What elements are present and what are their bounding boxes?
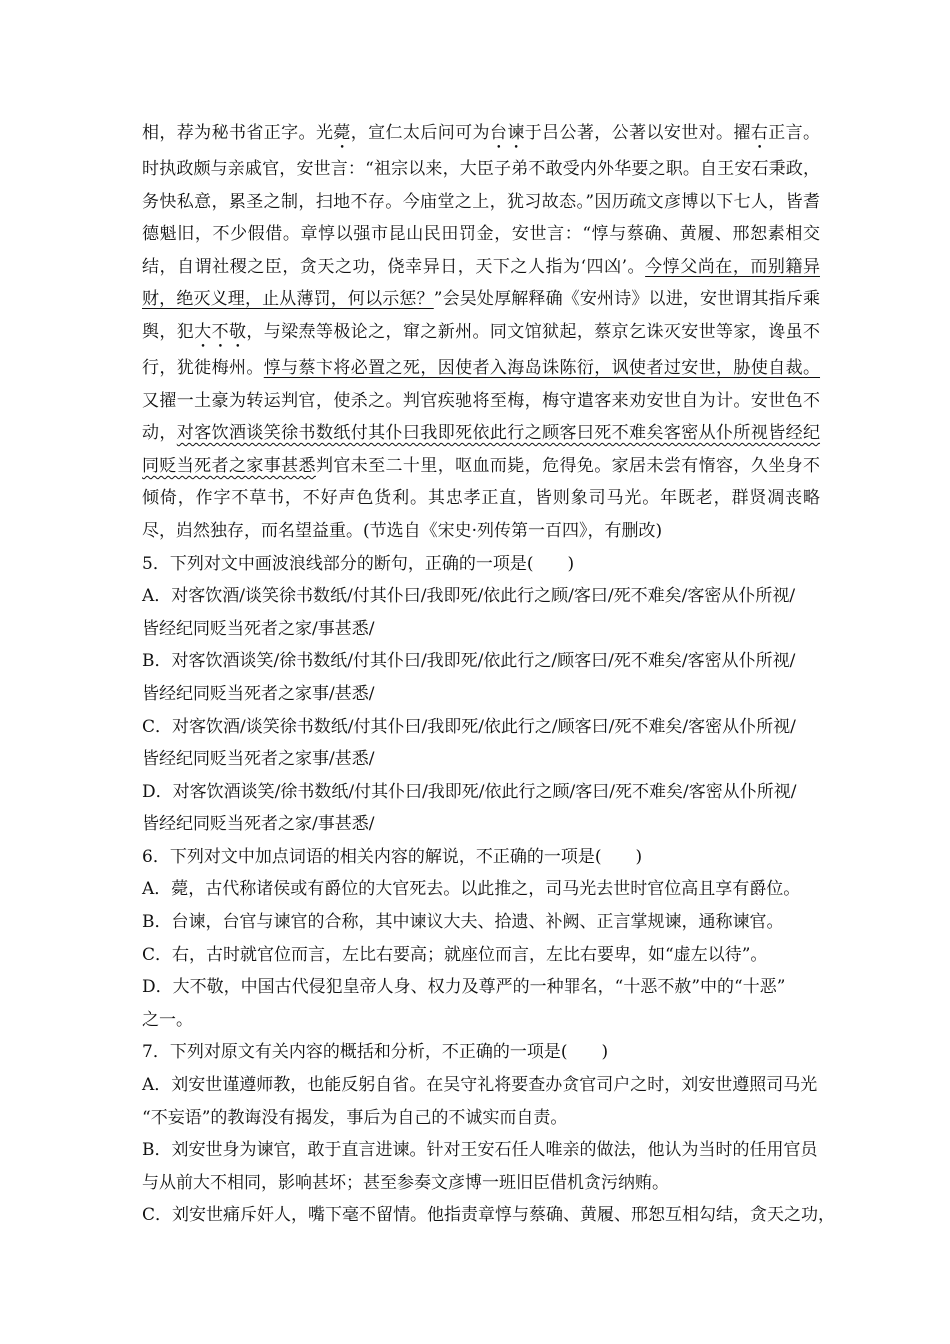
option-c: C．右，古时就官位而言，左比右要高；就座位而言，左比右要卑，如“虚左以待”。 xyxy=(142,944,768,965)
option-c-continued: 皆经纪同贬当死者之家事/甚悉/ xyxy=(142,749,375,770)
option-b: B．台谏，台官与谏官的合称，其中谏议大夫、拾遗、补阙、正言掌规谏，通称谏官。 xyxy=(142,912,784,933)
option-d: D．对客饮酒谈笑/徐书数纸/付其仆曰/我即死/依此行之顾/客曰/死不难矣/客密从仆所视/ xyxy=(142,781,797,802)
passage-segment: ，与梁焘等极论之，窜之新州。同文馆狱起，蔡京乞诛灭安世等家，谗虽不行，犹徙梅州。 xyxy=(142,321,821,378)
option-a-continued: “不妄语”的教诲没有揭发，事后为自己的不诚实而自责。 xyxy=(142,1107,568,1128)
question-6 xyxy=(142,841,820,1037)
option-d-continued: 之一。 xyxy=(142,1009,193,1030)
option-c: C．刘安世痛斥奸人，嘴下毫不留情。他指责章惇与蔡确、黄履、邢恕互相勾结，贪天之功， xyxy=(142,1205,836,1226)
dotted-term-dabujing: 大不敬 xyxy=(194,321,247,342)
option-d-continued: 皆经纪同贬当死者之家/事甚悉/ xyxy=(142,814,375,835)
option-a: A．刘安世谨遵师教，也能反躬自省。在吴守礼将要查办贪官司户之时，刘安世遵照司马光 xyxy=(142,1075,818,1096)
underlined-sentence-1: 今惇父尚在，而别籍异财，绝灭义理，止从薄罚，何以示惩？ xyxy=(142,256,820,310)
passage-segment: 相，荐为秘书省正字。光 xyxy=(142,123,334,143)
dotted-term-hong: 薨 xyxy=(333,123,351,143)
option-b: B．刘安世身为谏官，敢于直言进谏。针对王安石任人唯亲的做法，他认为当时的任用官员 xyxy=(142,1140,818,1161)
question-7 xyxy=(142,1036,836,1232)
option-b: B．对客饮酒谈笑/徐书数纸/付其仆曰/我即死/依此行之/顾客曰/死不难矣/客密从仆所视/ xyxy=(142,651,796,672)
passage-segment: ，宣仁太后问可为 xyxy=(350,123,490,143)
passage-segment: 于吕公著，公著以安世对。擢 xyxy=(524,123,751,143)
option-a-continued: 皆经纪同贬当死者之家/事甚悉/ xyxy=(142,618,375,639)
dotted-term-you: 右 xyxy=(750,123,769,143)
passage-text xyxy=(142,117,820,548)
option-d: D．大不敬，中国古代侵犯皇帝人身、权力及尊严的一种罪名，“十恶不赦”中的“十恶” xyxy=(142,977,786,998)
passage-segment: ”会吴处厚解释确《安州诗》以进，安世谓其指斥乘舆，犯 xyxy=(142,289,820,342)
underlined-sentence-2: 惇与蔡卞将必置之死，因使者入海岛诛陈衍，讽使者过安世，胁使自裁。 xyxy=(263,357,821,378)
option-b-continued: 皆经纪同贬当死者之家事/甚悉/ xyxy=(142,683,375,704)
question-stem: 6．下列对文中加点词语的相关内容的解说，不正确的一项是( ) xyxy=(142,846,643,867)
wavy-underlined-passage: 对客饮酒谈笑徐书数纸付其仆曰我即死依此行之顾客曰死不难矣客密从仆所视皆经纪同贬当死者之家事甚悉 xyxy=(142,423,821,476)
passage-segment: 判官未至二十里，呕血而毙，危得免。家居未尝有惰容，久坐身不倾倚，作字不草书，不好声色货利。其忠孝正直，皆则象司马光。年既老，群贤凋丧略尽，岿然独存，而名望益重。(节选自《宋史·列传第一百四》，有删改) xyxy=(142,455,821,541)
option-b-continued: 与从前大不相同，影响甚坏；甚至参奏文彦博一班旧臣借机贪污纳贿。 xyxy=(142,1172,669,1193)
question-5 xyxy=(142,548,820,841)
question-stem: 5．下列对文中画波浪线部分的断句，正确的一项是( ) xyxy=(142,553,575,574)
passage-segment: 正言。时执政颇与亲戚官，安世言：“祖宗以来，大臣子弟不敢受内外华要之职。自王安石秉政，务快私意，累圣之制，扫地不存。今庙堂之上，犹习故态。”因历疏文彦博以下七人，皆耆德魁旧，不少假借。章惇以强市昆山民田罚金，安世言：“惇与蔡确、黄履、邢恕素相交结，自谓社稷之臣，贪天之功，侥幸异日，天下之人指为‘四凶’。 xyxy=(142,123,821,277)
passage-segment: 又擢一土豪为转运判官，使杀之。判官疾驰将至梅，梅守遣客来劝安世自为计。安世色不动， xyxy=(142,390,820,444)
option-a: A．对客饮酒/谈笑徐书数纸/付其仆曰/我即死/依此行之顾/客曰/死不难矣/客密从仆所视/ xyxy=(142,586,796,607)
option-c: C．对客饮酒/谈笑徐书数纸/付其仆曰/我即死/依此行之/顾客曰/死不难矣/客密从仆所视/ xyxy=(142,716,796,737)
option-a: A．薨，古代称诸侯或有爵位的大官死去。以此推之，司马光去世时官位高且享有爵位。 xyxy=(142,879,801,900)
dotted-term-taijian: 台谏 xyxy=(489,123,525,143)
question-stem: 7．下列对原文有关内容的概括和分析，不正确的一项是( ) xyxy=(142,1042,609,1063)
